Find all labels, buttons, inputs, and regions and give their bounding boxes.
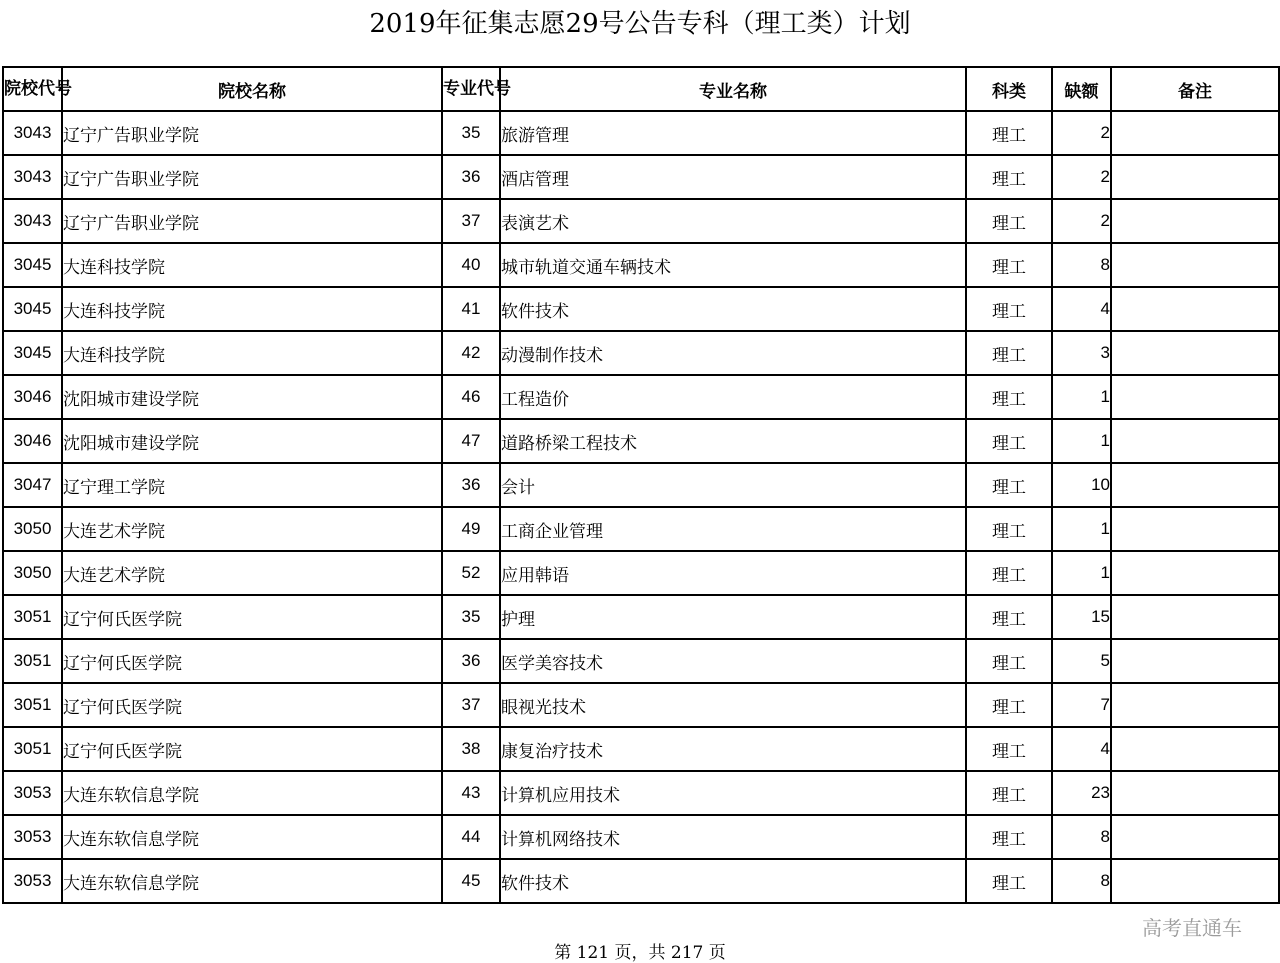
cell-category: 理工	[966, 639, 1052, 683]
plan-table	[2, 66, 1280, 904]
cell-school-name: 沈阳城市建设学院	[62, 419, 442, 463]
cell-major-code: 41	[442, 287, 500, 331]
table-row	[3, 155, 1279, 199]
cell-school-name: 大连东软信息学院	[62, 859, 442, 903]
cell-school-code: 3045	[3, 331, 62, 375]
cell-school-code: 3051	[3, 595, 62, 639]
cell-vacancy: 23	[1052, 771, 1111, 815]
table-row	[3, 463, 1279, 507]
cell-school-name: 辽宁何氏医学院	[62, 595, 442, 639]
cell-major-code: 38	[442, 727, 500, 771]
table-body	[3, 111, 1279, 903]
header-note: 备注	[1111, 67, 1279, 111]
cell-note	[1111, 419, 1279, 463]
table-row	[3, 639, 1279, 683]
cell-major-code: 36	[442, 463, 500, 507]
header-school-name: 院校名称	[62, 67, 442, 111]
cell-school-code: 3045	[3, 287, 62, 331]
cell-school-name: 大连艺术学院	[62, 551, 442, 595]
cell-vacancy: 7	[1052, 683, 1111, 727]
cell-category: 理工	[966, 683, 1052, 727]
cell-category: 理工	[966, 859, 1052, 903]
cell-category: 理工	[966, 199, 1052, 243]
cell-vacancy: 1	[1052, 419, 1111, 463]
cell-major-code: 52	[442, 551, 500, 595]
table-row	[3, 331, 1279, 375]
cell-school-code: 3051	[3, 639, 62, 683]
cell-category: 理工	[966, 551, 1052, 595]
cell-category: 理工	[966, 771, 1052, 815]
cell-category: 理工	[966, 375, 1052, 419]
table-row	[3, 771, 1279, 815]
cell-note	[1111, 727, 1279, 771]
cell-school-code: 3045	[3, 243, 62, 287]
cell-school-name: 大连科技学院	[62, 243, 442, 287]
cell-major-code: 44	[442, 815, 500, 859]
cell-school-code: 3053	[3, 859, 62, 903]
cell-major-name: 城市轨道交通车辆技术	[500, 243, 966, 287]
cell-vacancy: 3	[1052, 331, 1111, 375]
cell-major-name: 计算机应用技术	[500, 771, 966, 815]
table-header-row	[3, 67, 1279, 111]
cell-vacancy: 4	[1052, 287, 1111, 331]
cell-category: 理工	[966, 595, 1052, 639]
cell-major-code: 43	[442, 771, 500, 815]
table-row	[3, 595, 1279, 639]
cell-school-code: 3051	[3, 683, 62, 727]
table-row	[3, 507, 1279, 551]
cell-school-code: 3046	[3, 419, 62, 463]
cell-note	[1111, 815, 1279, 859]
cell-category: 理工	[966, 331, 1052, 375]
cell-vacancy: 2	[1052, 111, 1111, 155]
cell-category: 理工	[966, 727, 1052, 771]
cell-category: 理工	[966, 243, 1052, 287]
cell-note	[1111, 331, 1279, 375]
header-major-name: 专业名称	[500, 67, 966, 111]
table-row	[3, 243, 1279, 287]
table-row	[3, 551, 1279, 595]
cell-major-name: 动漫制作技术	[500, 331, 966, 375]
cell-note	[1111, 287, 1279, 331]
cell-major-name: 计算机网络技术	[500, 815, 966, 859]
cell-school-code: 3050	[3, 507, 62, 551]
cell-major-name: 医学美容技术	[500, 639, 966, 683]
cell-vacancy: 10	[1052, 463, 1111, 507]
header-vacancy: 缺额	[1052, 67, 1111, 111]
cell-note	[1111, 375, 1279, 419]
cell-major-name: 软件技术	[500, 859, 966, 903]
table-row	[3, 199, 1279, 243]
cell-major-code: 47	[442, 419, 500, 463]
cell-major-code: 42	[442, 331, 500, 375]
cell-vacancy: 8	[1052, 815, 1111, 859]
cell-category: 理工	[966, 287, 1052, 331]
cell-school-name: 辽宁广告职业学院	[62, 199, 442, 243]
cell-vacancy: 15	[1052, 595, 1111, 639]
cell-major-name: 工商企业管理	[500, 507, 966, 551]
header-category: 科类	[966, 67, 1052, 111]
cell-school-name: 辽宁理工学院	[62, 463, 442, 507]
table-row	[3, 815, 1279, 859]
cell-school-code: 3053	[3, 771, 62, 815]
cell-vacancy: 2	[1052, 155, 1111, 199]
cell-major-name: 道路桥梁工程技术	[500, 419, 966, 463]
cell-school-name: 大连科技学院	[62, 287, 442, 331]
cell-vacancy: 1	[1052, 507, 1111, 551]
cell-note	[1111, 199, 1279, 243]
cell-note	[1111, 771, 1279, 815]
cell-note	[1111, 595, 1279, 639]
cell-note	[1111, 639, 1279, 683]
cell-school-code: 3043	[3, 111, 62, 155]
cell-category: 理工	[966, 507, 1052, 551]
cell-school-code: 3043	[3, 199, 62, 243]
cell-major-code: 37	[442, 199, 500, 243]
cell-vacancy: 5	[1052, 639, 1111, 683]
cell-school-name: 大连东软信息学院	[62, 815, 442, 859]
cell-category: 理工	[966, 815, 1052, 859]
cell-school-name: 大连科技学院	[62, 331, 442, 375]
cell-vacancy: 1	[1052, 375, 1111, 419]
cell-school-code: 3046	[3, 375, 62, 419]
cell-major-name: 酒店管理	[500, 155, 966, 199]
cell-school-code: 3051	[3, 727, 62, 771]
cell-school-name: 辽宁何氏医学院	[62, 639, 442, 683]
cell-note	[1111, 111, 1279, 155]
cell-major-name: 旅游管理	[500, 111, 966, 155]
cell-major-code: 45	[442, 859, 500, 903]
cell-school-name: 辽宁何氏医学院	[62, 683, 442, 727]
cell-note	[1111, 859, 1279, 903]
table-row	[3, 683, 1279, 727]
page-footer: 第 121 页，共 217 页	[554, 943, 726, 963]
cell-major-name: 工程造价	[500, 375, 966, 419]
cell-note	[1111, 243, 1279, 287]
cell-school-name: 辽宁何氏医学院	[62, 727, 442, 771]
cell-major-name: 眼视光技术	[500, 683, 966, 727]
cell-note	[1111, 683, 1279, 727]
cell-major-code: 36	[442, 639, 500, 683]
cell-category: 理工	[966, 463, 1052, 507]
cell-note	[1111, 463, 1279, 507]
cell-school-name: 辽宁广告职业学院	[62, 111, 442, 155]
cell-vacancy: 4	[1052, 727, 1111, 771]
cell-vacancy: 8	[1052, 243, 1111, 287]
table-row	[3, 419, 1279, 463]
cell-major-name: 表演艺术	[500, 199, 966, 243]
cell-school-name: 大连艺术学院	[62, 507, 442, 551]
cell-vacancy: 2	[1052, 199, 1111, 243]
cell-school-code: 3053	[3, 815, 62, 859]
page-title: 2019年征集志愿29号公告专科（理工类）计划	[369, 9, 911, 39]
cell-vacancy: 8	[1052, 859, 1111, 903]
cell-category: 理工	[966, 111, 1052, 155]
cell-major-code: 49	[442, 507, 500, 551]
watermark-text: 高考直通车	[1142, 916, 1242, 940]
header-school-code: 院校代号	[3, 67, 62, 111]
cell-major-name: 会计	[500, 463, 966, 507]
cell-major-code: 35	[442, 595, 500, 639]
table-row	[3, 375, 1279, 419]
cell-major-name: 康复治疗技术	[500, 727, 966, 771]
cell-category: 理工	[966, 419, 1052, 463]
cell-note	[1111, 155, 1279, 199]
table-row	[3, 287, 1279, 331]
cell-note	[1111, 507, 1279, 551]
cell-school-code: 3047	[3, 463, 62, 507]
cell-school-name: 辽宁广告职业学院	[62, 155, 442, 199]
table-row	[3, 111, 1279, 155]
cell-major-code: 36	[442, 155, 500, 199]
cell-major-code: 46	[442, 375, 500, 419]
cell-major-name: 软件技术	[500, 287, 966, 331]
table-row	[3, 859, 1279, 903]
cell-school-name: 大连东软信息学院	[62, 771, 442, 815]
cell-school-code: 3043	[3, 155, 62, 199]
cell-vacancy: 1	[1052, 551, 1111, 595]
cell-category: 理工	[966, 155, 1052, 199]
cell-note	[1111, 551, 1279, 595]
cell-major-name: 应用韩语	[500, 551, 966, 595]
cell-school-code: 3050	[3, 551, 62, 595]
header-major-code: 专业代号	[442, 67, 500, 111]
cell-major-code: 37	[442, 683, 500, 727]
cell-major-name: 护理	[500, 595, 966, 639]
cell-major-code: 40	[442, 243, 500, 287]
cell-school-name: 沈阳城市建设学院	[62, 375, 442, 419]
table-row	[3, 727, 1279, 771]
cell-major-code: 35	[442, 111, 500, 155]
